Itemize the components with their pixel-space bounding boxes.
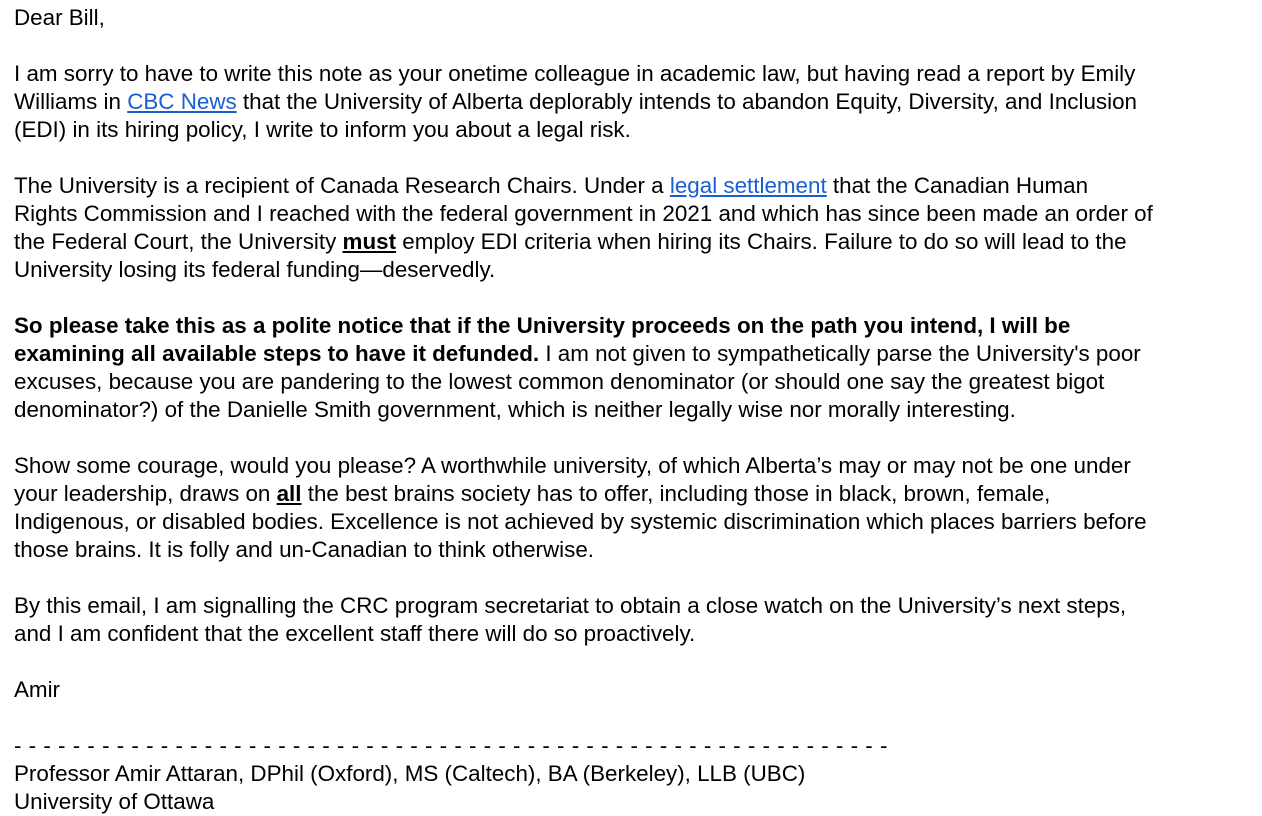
- paragraph-4-line-4: those brains. It is folly and un-Canadian to think otherwise.: [14, 537, 594, 562]
- paragraph-2-line-3: the Federal Court, the University must employ EDI criteria when hiring its Chairs. Failure to do so will lead to the: [14, 229, 1127, 254]
- paragraph-3-line-3: excuses, because you are pandering to the lowest common denominator (or should one say the greatest bigot: [14, 369, 1105, 394]
- paragraph-1: [14, 60, 1254, 144]
- paragraph-3: [14, 312, 1254, 424]
- paragraph-5-line-2: and I am confident that the excellent staff there will do so proactively.: [14, 621, 696, 646]
- paragraph-5-line-1: By this email, I am signalling the CRC program secretariat to obtain a close watch on the University’s next steps,: [14, 593, 1127, 618]
- legal-settlement-link[interactable]: legal settlement: [669, 173, 827, 198]
- closing: Amir: [14, 677, 61, 702]
- paragraph-3-line-2: examining all available steps to have it defunded. I am not given to sympathetically parse the University's poor: [14, 341, 1141, 366]
- must-emphasis: must: [342, 229, 397, 254]
- paragraph-3-bold-line-1: So please take this as a polite notice that if the University proceeds on the path you intend, I will be: [14, 313, 1071, 338]
- all-emphasis: all: [276, 481, 302, 506]
- paragraph-3-bold-line-2: examining all available steps to have it defunded.: [14, 341, 540, 366]
- paragraph-5: [14, 592, 1254, 648]
- paragraph-1-line-1: I am sorry to have to write this note as your onetime colleague in academic law, but having read a report by Emily: [14, 61, 1136, 86]
- paragraph-2-line-1: The University is a recipient of Canada Research Chairs. Under a legal settlement that the Canadian Human: [14, 173, 1089, 198]
- cbc-news-link[interactable]: CBC News: [127, 89, 237, 114]
- paragraph-4-line-3: Indigenous, or disabled bodies. Excellence is not achieved by systemic discrimination which places barriers before: [14, 509, 1147, 534]
- paragraph-2-line-2: Rights Commission and I reached with the federal government in 2021 and which has since been made an order of: [14, 201, 1153, 226]
- signature-divider: - - - - - - - - - - - - - - - - - - - - - - - - - - - - - - - - - - - - - - - - - - - - - - - - - - - - - - - - - - - -: [14, 733, 888, 758]
- paragraph-1-line-3: (EDI) in its hiring policy, I write to inform you about a legal risk.: [14, 117, 631, 142]
- paragraph-4: [14, 452, 1254, 564]
- paragraph-3-line-4: denominator?) of the Danielle Smith government, which is neither legally wise nor morally interesting.: [14, 397, 1016, 422]
- signature-line-2: University of Ottawa: [14, 789, 215, 814]
- paragraph-4-line-1: Show some courage, would you please? A worthwhile university, of which Alberta’s may or may not be one under: [14, 453, 1131, 478]
- paragraph-4-line-2: your leadership, draws on all the best brains society has to offer, including those in black, brown, female,: [14, 481, 1051, 506]
- signature-block: [14, 732, 1254, 816]
- signature-line-1: Professor Amir Attaran, DPhil (Oxford), MS (Caltech), BA (Berkeley), LLB (UBC): [14, 761, 806, 786]
- paragraph-1-line-2: Williams in CBC News that the University of Alberta deplorably intends to abandon Equity, Diversity, and Inclusion: [14, 89, 1137, 114]
- paragraph-2: [14, 172, 1254, 284]
- greeting: Dear Bill,: [14, 5, 105, 30]
- paragraph-2-line-4: University losing its federal funding—deservedly.: [14, 257, 496, 282]
